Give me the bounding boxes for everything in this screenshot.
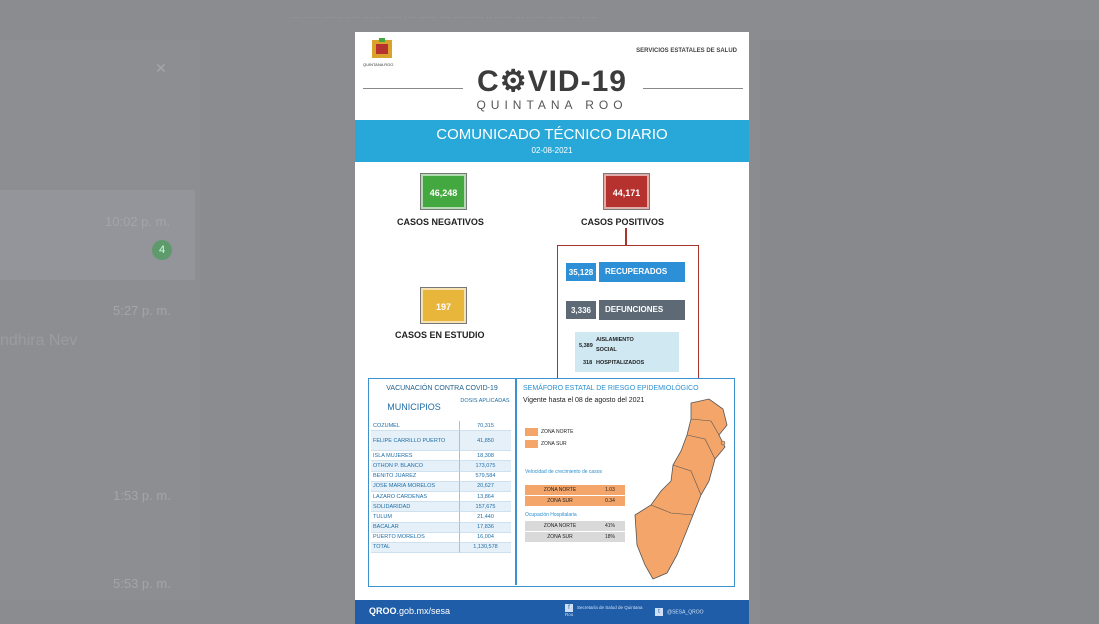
in-study-label: CASOS EN ESTUDIO <box>395 330 485 340</box>
doses-cell: 17,836 <box>459 523 511 533</box>
timestamp: 1:53 p. m. <box>113 488 171 503</box>
recovered-count: 35,128 <box>565 262 597 282</box>
hospitalized-label: HOSPITALIZADOS <box>596 360 645 366</box>
vaccination-title: VACUNACIÓN CONTRA COVID-19 <box>386 385 498 392</box>
legend-north: ZONA NORTE <box>541 429 574 435</box>
isolation-label: AISLAMIENTO <box>596 337 634 343</box>
hospital-occupancy-table <box>525 521 625 542</box>
table-row <box>371 451 513 461</box>
chat-list-panel <box>0 40 200 600</box>
traffic-light-title: SEMÁFORO ESTATAL DE RIESGO EPIDEMIOLÓGICO <box>523 385 699 392</box>
timestamp: 10:02 p. m. <box>105 214 171 229</box>
doses-cell: 1,130,578 <box>459 543 511 553</box>
zone-cell: ZONA NORTE <box>543 487 577 493</box>
table-row <box>371 512 513 522</box>
connector-line <box>625 228 627 245</box>
growth-speed-table <box>525 485 625 506</box>
table-row <box>371 492 513 502</box>
vaccination-and-traffic-light-panel <box>368 378 735 587</box>
covid-infographic-image[interactable] <box>355 32 749 624</box>
value-cell: 0.34 <box>605 498 615 504</box>
covid-title: C⚙VID-19 <box>477 65 627 98</box>
state-subtitle: QUINTANA ROO <box>476 98 628 112</box>
doses-cell: 18,308 <box>459 451 511 461</box>
table-row <box>371 533 513 543</box>
municipio-cell: OTHON P. BLANCO <box>371 461 459 471</box>
value-cell: 18% <box>604 534 615 540</box>
negatives-count: 46,248 <box>421 174 466 209</box>
table-row <box>525 485 625 495</box>
banner-title: COMUNICADO TÉCNICO DIARIO <box>436 126 668 143</box>
municipio-cell: JOSE MARIA MORELOS <box>371 482 459 492</box>
legend-swatch-north <box>525 428 538 436</box>
state-seal-logo <box>369 38 395 62</box>
in-study-count: 197 <box>421 288 466 323</box>
isolation-label-2: SOCIAL <box>596 347 617 353</box>
close-icon[interactable]: ✕ <box>155 60 167 76</box>
isolation-hospital-box <box>575 332 679 372</box>
positives-label: CASOS POSITIVOS <box>581 217 665 227</box>
footer-url: QROO.gob.mx/sesa <box>369 606 451 616</box>
hospitalized-count: 318 <box>583 360 593 366</box>
table-row <box>371 431 513 451</box>
deaths-count: 3,336 <box>565 300 597 320</box>
municipio-cell: LAZARO CARDENAS <box>371 492 459 502</box>
hospital-occupancy-title: Ocupación Hospitalaria <box>525 512 577 518</box>
doses-cell: 579,584 <box>459 472 511 482</box>
municipio-cell: BENITO JUAREZ <box>371 472 459 482</box>
footer-twitter <box>655 608 703 616</box>
table-row <box>525 532 625 542</box>
timestamp: 5:27 p. m. <box>113 303 171 318</box>
table-row <box>371 482 513 492</box>
doses-cell: 16,004 <box>459 533 511 543</box>
traffic-light-validity: Vigente hasta el 08 de agosto del 2021 <box>523 397 645 404</box>
legend-south: ZONA SUR <box>541 441 567 447</box>
logo-label: QUINTANA ROO <box>363 62 394 67</box>
facebook-label: Secretaría de Salud de Quintana Roo <box>565 605 643 617</box>
footer-bar <box>355 600 749 624</box>
doses-cell: 173,075 <box>459 461 511 471</box>
municipio-cell: BACALAR <box>371 523 459 533</box>
municipio-cell: TOTAL <box>371 543 459 553</box>
municipios-header: MUNICIPIOS <box>387 402 441 412</box>
vaccination-table <box>371 421 513 553</box>
banner-date: 02-08-2021 <box>531 146 573 155</box>
footer-facebook <box>565 604 645 617</box>
value-cell: 1.03 <box>605 487 615 493</box>
table-row <box>371 523 513 533</box>
doses-cell: 20,627 <box>459 482 511 492</box>
doses-cell: 41,850 <box>459 431 511 451</box>
facebook-icon: f <box>565 604 573 612</box>
table-row <box>525 496 625 506</box>
twitter-icon: t <box>655 608 663 616</box>
isolation-count: 5,389 <box>579 343 593 349</box>
backdrop-text: ···· ····· ······· ····· ······ ······ ···· ······ ···· ·········· ·· ······ ··· ······ ······ ···· ····· <box>290 12 597 22</box>
value-cell: 41% <box>604 523 615 529</box>
table-row <box>525 521 625 531</box>
quintana-roo-map <box>631 395 731 581</box>
zone-cell: ZONA SUR <box>547 498 573 504</box>
doses-cell: 157,675 <box>459 502 511 512</box>
table-row <box>371 502 513 512</box>
deaths-label: DEFUNCIONES <box>599 300 685 320</box>
municipio-cell: SOLIDARIDAD <box>371 502 459 512</box>
recovered-label: RECUPERADOS <box>599 262 685 282</box>
agency-name: SERVICIOS ESTATALES DE SALUD <box>636 48 737 54</box>
twitter-handle: @SESA_QROO <box>667 609 704 616</box>
negatives-label: CASOS NEGATIVOS <box>397 217 484 227</box>
doses-cell: 21,440 <box>459 512 511 522</box>
chat-list-item-highlighted <box>0 190 195 280</box>
municipio-cell: FELIPE CARRILLO PUERTO <box>371 431 459 451</box>
table-row <box>371 461 513 471</box>
table-row-total <box>371 543 513 553</box>
timestamp: 5:53 p. m. <box>113 576 171 591</box>
divider <box>515 379 517 585</box>
backdrop-right-area <box>760 40 1099 624</box>
municipio-cell: PUERTO MORELOS <box>371 533 459 543</box>
municipio-cell: TULUM <box>371 512 459 522</box>
table-row <box>371 472 513 482</box>
unread-badge: 4 <box>152 240 172 260</box>
legend-swatch-south <box>525 440 538 448</box>
contact-name: ndhira Nev <box>0 332 78 349</box>
doses-cell: 70,315 <box>459 421 511 431</box>
doses-cell: 13,864 <box>459 492 511 502</box>
zone-cell: ZONA NORTE <box>543 523 577 529</box>
zone-cell: ZONA SUR <box>547 534 573 540</box>
title-banner <box>355 120 749 162</box>
municipio-cell: ISLA MUJERES <box>371 451 459 461</box>
municipio-cell: COZUMEL <box>371 421 459 431</box>
positives-count: 44,171 <box>604 174 649 209</box>
doses-header: DOSIS APLICADAS <box>460 398 510 404</box>
table-row <box>371 421 513 431</box>
growth-speed-title: Velocidad de crecimiento de casos <box>525 469 602 475</box>
